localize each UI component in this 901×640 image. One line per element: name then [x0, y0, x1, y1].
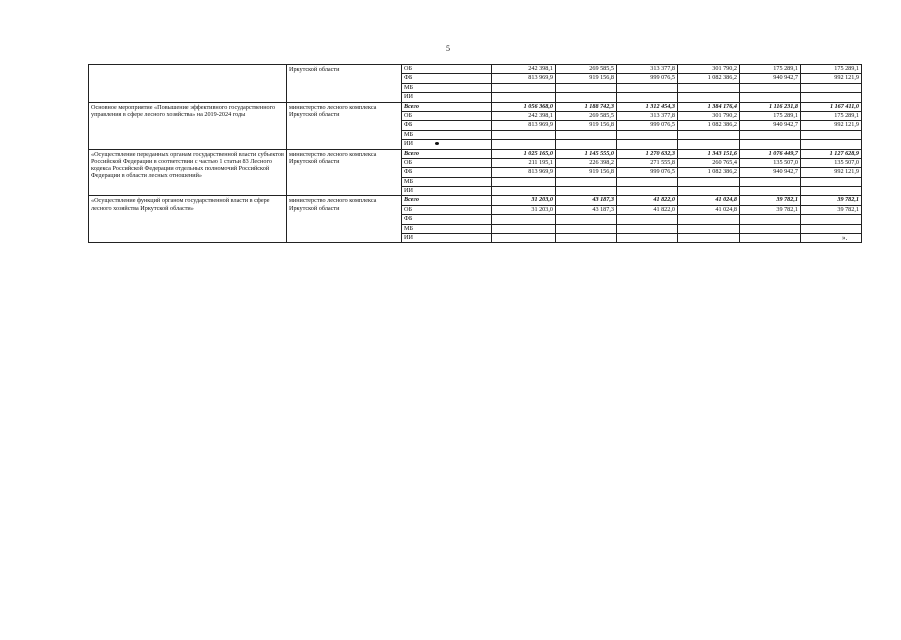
funding-source-label: ИИ	[404, 234, 413, 242]
amount-cell	[617, 187, 678, 196]
amount-cell	[678, 140, 740, 149]
amount-cell: 940 942,7	[740, 74, 801, 83]
amount-cell	[617, 215, 678, 224]
amount-cell	[740, 130, 801, 139]
amount-cell: 31 203,0	[492, 196, 556, 205]
amount-cell	[492, 224, 556, 233]
amount-cell	[740, 187, 801, 196]
amount-cell	[801, 83, 862, 92]
funding-source-cell	[402, 168, 492, 177]
amount-cell: 999 076,5	[617, 74, 678, 83]
amount-cell	[556, 177, 617, 186]
funding-source-label: ИИ	[404, 187, 413, 195]
amount-cell	[801, 130, 862, 139]
amount-cell: 260 765,4	[678, 158, 740, 167]
funding-source-cell	[402, 140, 492, 149]
amount-cell	[492, 234, 556, 243]
amount-cell: 919 156,8	[556, 168, 617, 177]
funding-source-label: ФБ	[404, 168, 413, 176]
amount-cell	[617, 93, 678, 102]
amount-cell	[740, 215, 801, 224]
funding-source-cell	[402, 111, 492, 120]
amount-cell: 1 188 742,3	[556, 102, 617, 111]
funding-table	[88, 64, 862, 243]
amount-cell: 269 585,5	[556, 65, 617, 74]
funding-source-label: ФБ	[404, 215, 413, 223]
amount-cell: 919 156,8	[556, 74, 617, 83]
funding-source-cell	[402, 205, 492, 214]
amount-cell: 135 507,0	[740, 158, 801, 167]
activity-name-cell: «Осуществление функций органом государственной власти в сфере лесного хозяйства Иркутской области»	[89, 196, 287, 243]
closing-quote-mark: ».	[842, 234, 848, 242]
amount-cell	[617, 140, 678, 149]
funding-source-label: ОБ	[404, 205, 413, 213]
ink-smudge	[435, 142, 439, 145]
amount-cell	[492, 215, 556, 224]
amount-cell: 242 398,1	[492, 65, 556, 74]
funding-source-label: ОБ	[404, 158, 413, 166]
amount-cell: 313 377,8	[617, 111, 678, 120]
executor-cell: министерство лесного комплекса Иркутской области	[287, 196, 402, 243]
table-row	[89, 196, 862, 205]
amount-cell: 301 790,2	[678, 111, 740, 120]
amount-cell	[740, 177, 801, 186]
amount-cell	[678, 83, 740, 92]
funding-source-label: МБ	[404, 83, 414, 91]
amount-cell	[492, 83, 556, 92]
funding-source-cell	[402, 130, 492, 139]
table-row	[89, 102, 862, 111]
activity-name-cell: Основное мероприятие «Повышение эффективного государственного управления в сфере лесного хозяйства» на 2019-2024 годы	[89, 102, 287, 149]
amount-cell: 1 312 454,3	[617, 102, 678, 111]
amount-cell	[556, 83, 617, 92]
amount-cell	[678, 234, 740, 243]
amount-cell	[556, 215, 617, 224]
amount-cell	[740, 234, 801, 243]
amount-cell	[801, 93, 862, 102]
amount-cell	[492, 130, 556, 139]
amount-cell: 39 782,1	[801, 196, 862, 205]
amount-cell: 313 377,8	[617, 65, 678, 74]
amount-cell: 1 082 386,2	[678, 121, 740, 130]
amount-cell	[801, 177, 862, 186]
amount-cell	[492, 93, 556, 102]
funding-source-cell	[402, 234, 492, 243]
amount-cell	[678, 187, 740, 196]
amount-cell: 41 822,0	[617, 196, 678, 205]
funding-source-label: ИИ	[404, 93, 413, 101]
amount-cell: 1 145 555,0	[556, 149, 617, 158]
amount-cell	[617, 234, 678, 243]
amount-cell	[801, 187, 862, 196]
amount-cell: 1 384 176,4	[678, 102, 740, 111]
amount-cell: 41 024,8	[678, 205, 740, 214]
funding-source-label: ФБ	[404, 121, 413, 129]
amount-cell: 271 555,8	[617, 158, 678, 167]
page-number: 5	[446, 44, 450, 53]
amount-cell	[740, 93, 801, 102]
executor-cell: министерство лесного комплекса Иркутской области	[287, 102, 402, 149]
amount-cell: 813 969,9	[492, 121, 556, 130]
amount-cell	[801, 234, 862, 243]
amount-cell: 39 782,1	[740, 196, 801, 205]
amount-cell: 1 270 632,3	[617, 149, 678, 158]
funding-source-label: ИИ	[404, 140, 413, 148]
activity-name-cell	[89, 65, 287, 103]
amount-cell: 1 343 151,6	[678, 149, 740, 158]
amount-cell: 813 969,9	[492, 74, 556, 83]
amount-cell: 1 082 386,2	[678, 74, 740, 83]
funding-source-cell	[402, 215, 492, 224]
amount-cell	[556, 224, 617, 233]
funding-source-label: МБ	[404, 224, 414, 232]
amount-cell	[678, 177, 740, 186]
funding-source-cell	[402, 93, 492, 102]
amount-cell: 992 121,9	[801, 121, 862, 130]
amount-cell	[556, 93, 617, 102]
amount-cell	[556, 140, 617, 149]
amount-cell: 39 782,1	[801, 205, 862, 214]
funding-source-cell	[402, 177, 492, 186]
amount-cell	[740, 224, 801, 233]
funding-source-cell	[402, 149, 492, 158]
executor-cell: министерство лесного комплекса Иркутской области	[287, 149, 402, 196]
amount-cell: 175 289,1	[801, 65, 862, 74]
amount-cell	[801, 140, 862, 149]
activity-name-cell: «Осуществление переданных органам государственной власти субъектов Российской Федерации в соответствии с частью 1 статьи 83 Лесного кодекса Российской Федерации отдельных полномочий Российской Федерации в области лесных отношений»	[89, 149, 287, 196]
table-row	[89, 149, 862, 158]
funding-source-label: Всего	[404, 149, 419, 157]
amount-cell: 175 289,1	[740, 65, 801, 74]
funding-source-label: Всего	[404, 196, 419, 204]
amount-cell	[556, 187, 617, 196]
funding-source-label: ОБ	[404, 111, 413, 119]
amount-cell	[492, 187, 556, 196]
amount-cell: 175 289,1	[740, 111, 801, 120]
amount-cell: 999 076,5	[617, 168, 678, 177]
funding-source-cell	[402, 196, 492, 205]
amount-cell: 1 056 368,0	[492, 102, 556, 111]
funding-source-cell	[402, 224, 492, 233]
funding-source-label: ОБ	[404, 65, 413, 72]
funding-source-cell	[402, 74, 492, 83]
funding-source-cell	[402, 102, 492, 111]
amount-cell	[617, 130, 678, 139]
amount-cell	[492, 140, 556, 149]
amount-cell	[617, 83, 678, 92]
amount-cell	[678, 215, 740, 224]
amount-cell: 301 790,2	[678, 65, 740, 74]
funding-table-body	[89, 65, 862, 243]
amount-cell: 242 398,1	[492, 111, 556, 120]
amount-cell: 211 195,1	[492, 158, 556, 167]
funding-source-cell	[402, 187, 492, 196]
funding-source-label: МБ	[404, 130, 414, 138]
amount-cell: 175 289,1	[801, 111, 862, 120]
amount-cell: 992 121,9	[801, 74, 862, 83]
amount-cell	[740, 83, 801, 92]
amount-cell: 31 203,0	[492, 205, 556, 214]
funding-source-cell	[402, 158, 492, 167]
amount-cell: 43 187,3	[556, 196, 617, 205]
amount-cell: 39 782,1	[740, 205, 801, 214]
amount-cell	[678, 224, 740, 233]
amount-cell: 43 187,3	[556, 205, 617, 214]
table-row	[89, 65, 862, 74]
amount-cell: 992 121,9	[801, 168, 862, 177]
amount-cell: 135 507,0	[801, 158, 862, 167]
amount-cell: 940 942,7	[740, 168, 801, 177]
funding-source-label: МБ	[404, 177, 414, 185]
amount-cell	[617, 224, 678, 233]
amount-cell	[801, 215, 862, 224]
amount-cell: 1 025 165,0	[492, 149, 556, 158]
funding-source-label: ФБ	[404, 74, 413, 82]
amount-cell	[492, 177, 556, 186]
amount-cell	[556, 130, 617, 139]
amount-cell: 999 076,5	[617, 121, 678, 130]
amount-cell: 226 398,2	[556, 158, 617, 167]
amount-cell: 940 942,7	[740, 121, 801, 130]
amount-cell: 41 822,0	[617, 205, 678, 214]
amount-cell: 1 127 628,9	[801, 149, 862, 158]
amount-cell: 1 116 231,8	[740, 102, 801, 111]
executor-cell: Иркутской области	[287, 65, 402, 103]
funding-source-cell	[402, 121, 492, 130]
amount-cell	[678, 130, 740, 139]
amount-cell: 1 082 386,2	[678, 168, 740, 177]
amount-cell: 919 156,8	[556, 121, 617, 130]
funding-source-cell	[402, 83, 492, 92]
amount-cell: 41 024,8	[678, 196, 740, 205]
amount-cell	[801, 224, 862, 233]
amount-cell: 269 585,5	[556, 111, 617, 120]
amount-cell: 1 076 449,7	[740, 149, 801, 158]
amount-cell: 1 167 411,0	[801, 102, 862, 111]
amount-cell	[556, 234, 617, 243]
amount-cell	[740, 140, 801, 149]
amount-cell: 813 969,9	[492, 168, 556, 177]
amount-cell	[678, 93, 740, 102]
amount-cell	[617, 177, 678, 186]
funding-source-cell	[402, 65, 492, 74]
funding-source-label: Всего	[404, 102, 419, 110]
